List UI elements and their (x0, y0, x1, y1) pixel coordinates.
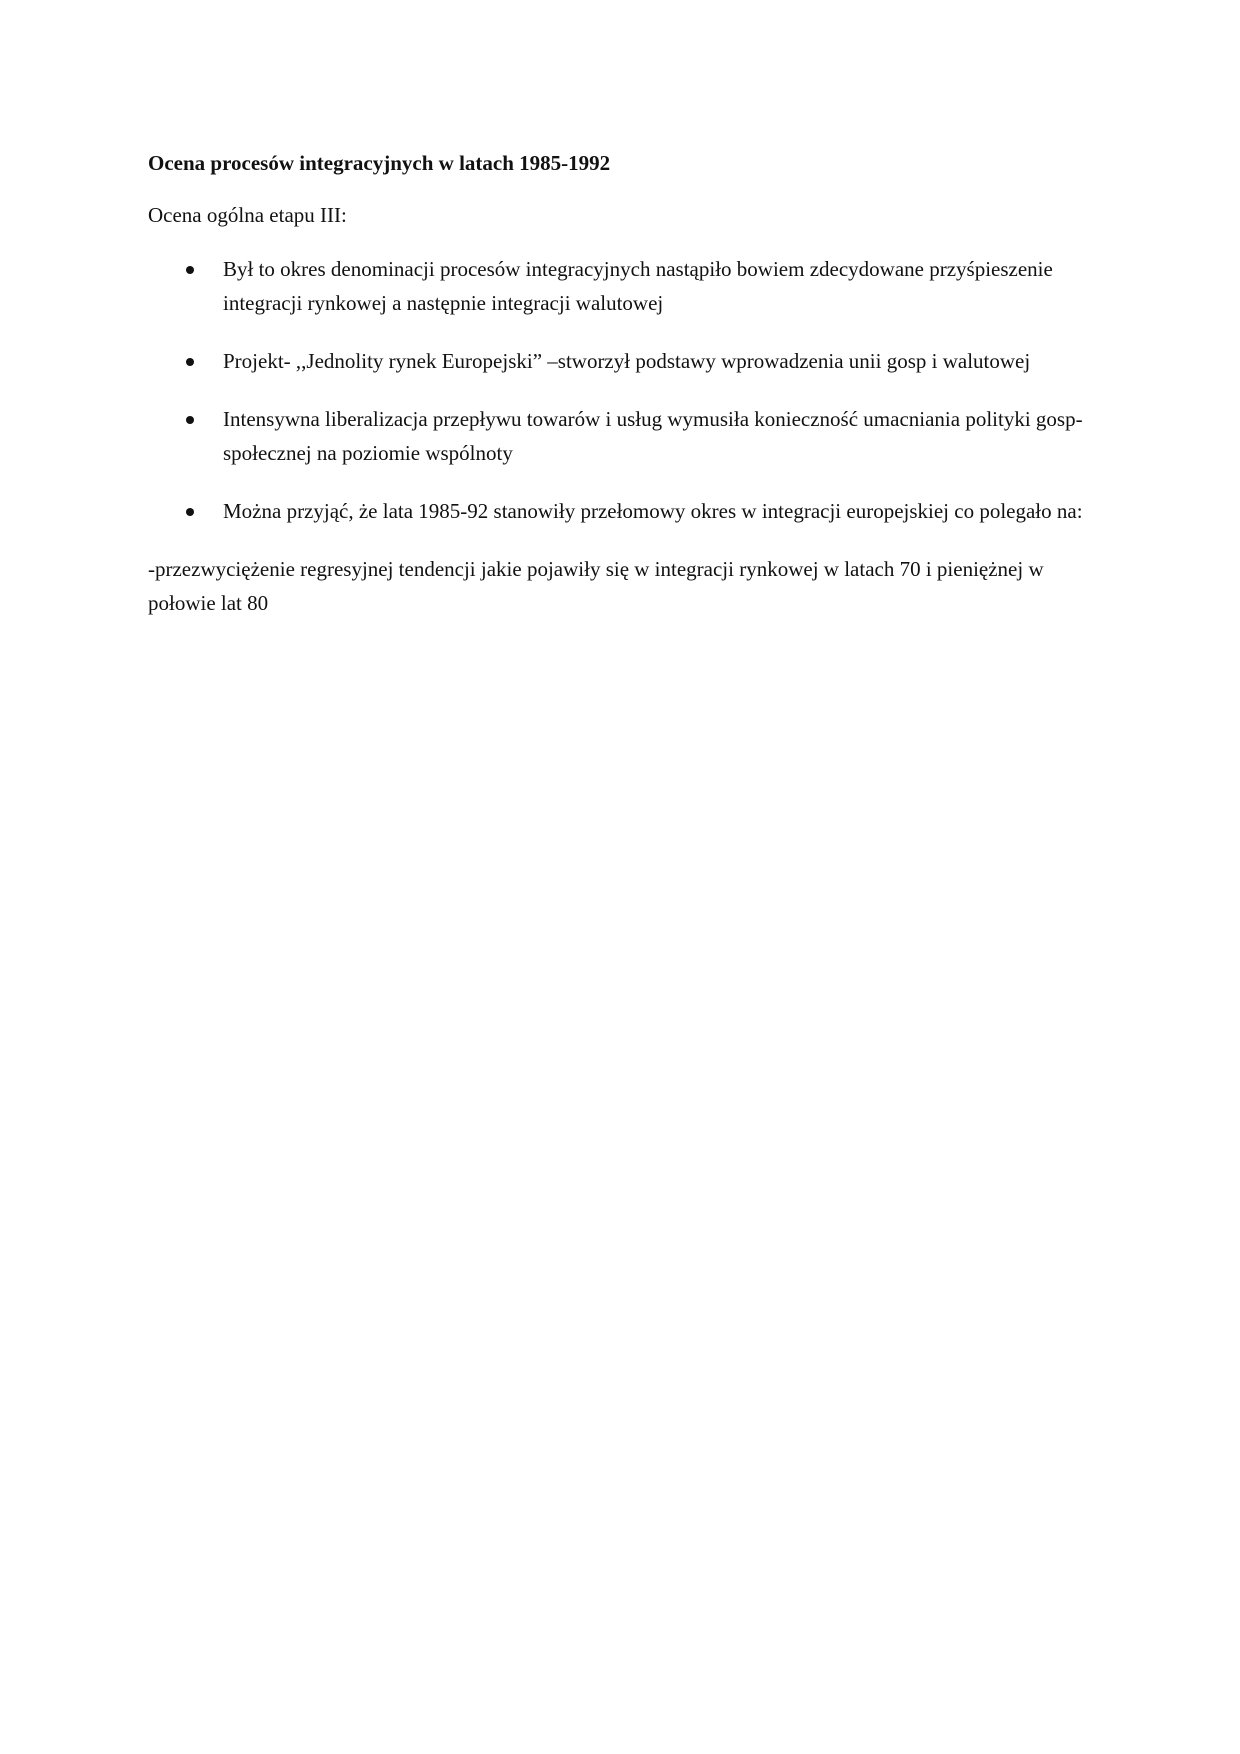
bullet-list (148, 252, 1098, 528)
closing-paragraph: -przezwyciężenie regresyjnej tendencji jakie pojawiły się w integracji rynkowej w latach 70 i pieniężnej w połowie lat 80 (148, 557, 1044, 615)
bullet-icon (186, 508, 194, 516)
bullet-item (148, 494, 1098, 528)
bullet-icon (186, 358, 194, 366)
bullet-icon (186, 266, 194, 274)
document-content (148, 146, 1098, 620)
bullet-icon (186, 416, 194, 424)
bullet-item (148, 402, 1098, 470)
bullet-text: Był to okres denominacji procesów integracyjnych nastąpiło bowiem zdecydowane przyśpieszenie integracji rynkowej a następnie integracji walutowej (223, 257, 1053, 315)
bullet-text: Projekt- ,,Jednolity rynek Europejski” –stworzył podstawy wprowadzenia unii gosp i walutowej (223, 349, 1031, 373)
bullet-text: Można przyjąć, że lata 1985-92 stanowiły przełomowy okres w integracji europejskiej co polegało na: (223, 499, 1083, 523)
document-title: Ocena procesów integracyjnych w latach 1985-1992 (148, 151, 611, 175)
section-subtitle: Ocena ogólna etapu III: (148, 203, 347, 227)
bullet-item (148, 344, 1098, 378)
bullet-text: Intensywna liberalizacja przepływu towarów i usług wymusiła konieczność umacniania polityki gosp-społecznej na poziomie wspólnoty (223, 407, 1083, 465)
bullet-item (148, 252, 1098, 320)
